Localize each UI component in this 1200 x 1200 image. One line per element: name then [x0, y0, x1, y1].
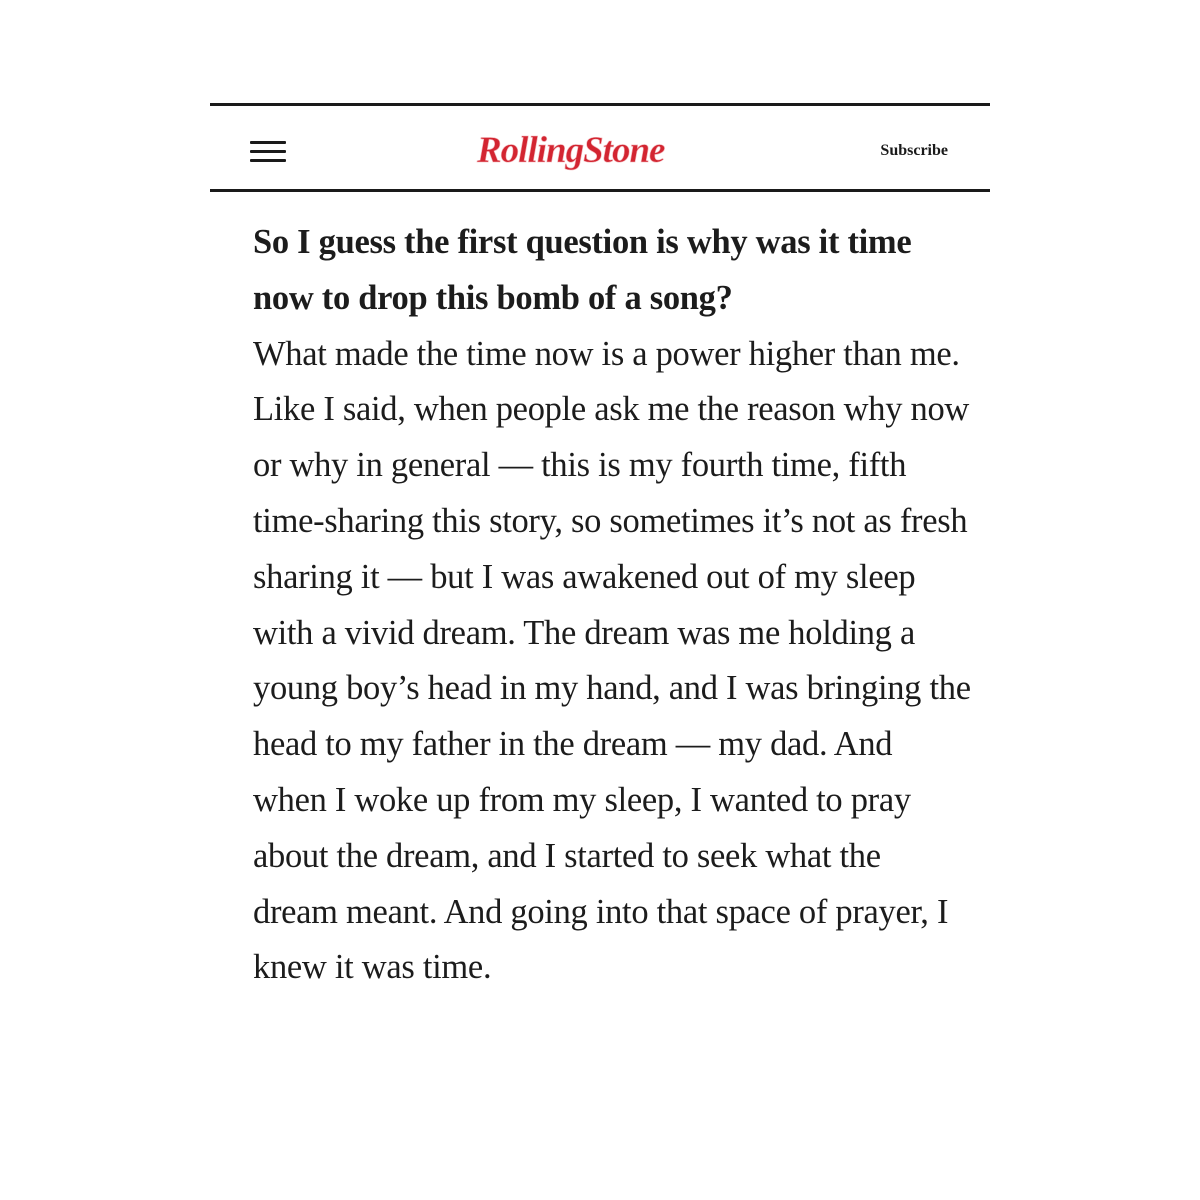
subscribe-link[interactable]: Subscribe: [880, 142, 948, 159]
site-header: [210, 106, 990, 189]
logo-svg: [475, 122, 715, 174]
rolling-stone-logo[interactable]: [475, 122, 715, 174]
menu-bar: [250, 141, 286, 144]
hamburger-menu-icon[interactable]: [250, 139, 288, 165]
logo-text: RollingStone: [477, 130, 665, 171]
interview-question: So I guess the first question is why was it time now to drop this bomb of a song?: [253, 223, 912, 317]
interview-answer: What made the time now is a power higher than me. Like I said, when people ask me the reason why now or why in general — this is my fourth time, fifth time-sharing this story, so sometimes it’s not as fresh sharing it — but I was awakened out of my sleep with a vivid dream. The dream was me holding a young boy’s head in my hand, and I was bringing the head to my father in the dream — my dad. And when I woke up from my sleep, I wanted to pray about the dream, and I started to seek what the dream meant. And going into that space of prayer, I knew it was time.: [253, 334, 971, 987]
menu-bar: [250, 159, 286, 162]
page-frame: [210, 103, 990, 192]
bottom-rule: [210, 189, 990, 192]
article-body: [253, 215, 973, 996]
menu-bar: [250, 150, 286, 153]
